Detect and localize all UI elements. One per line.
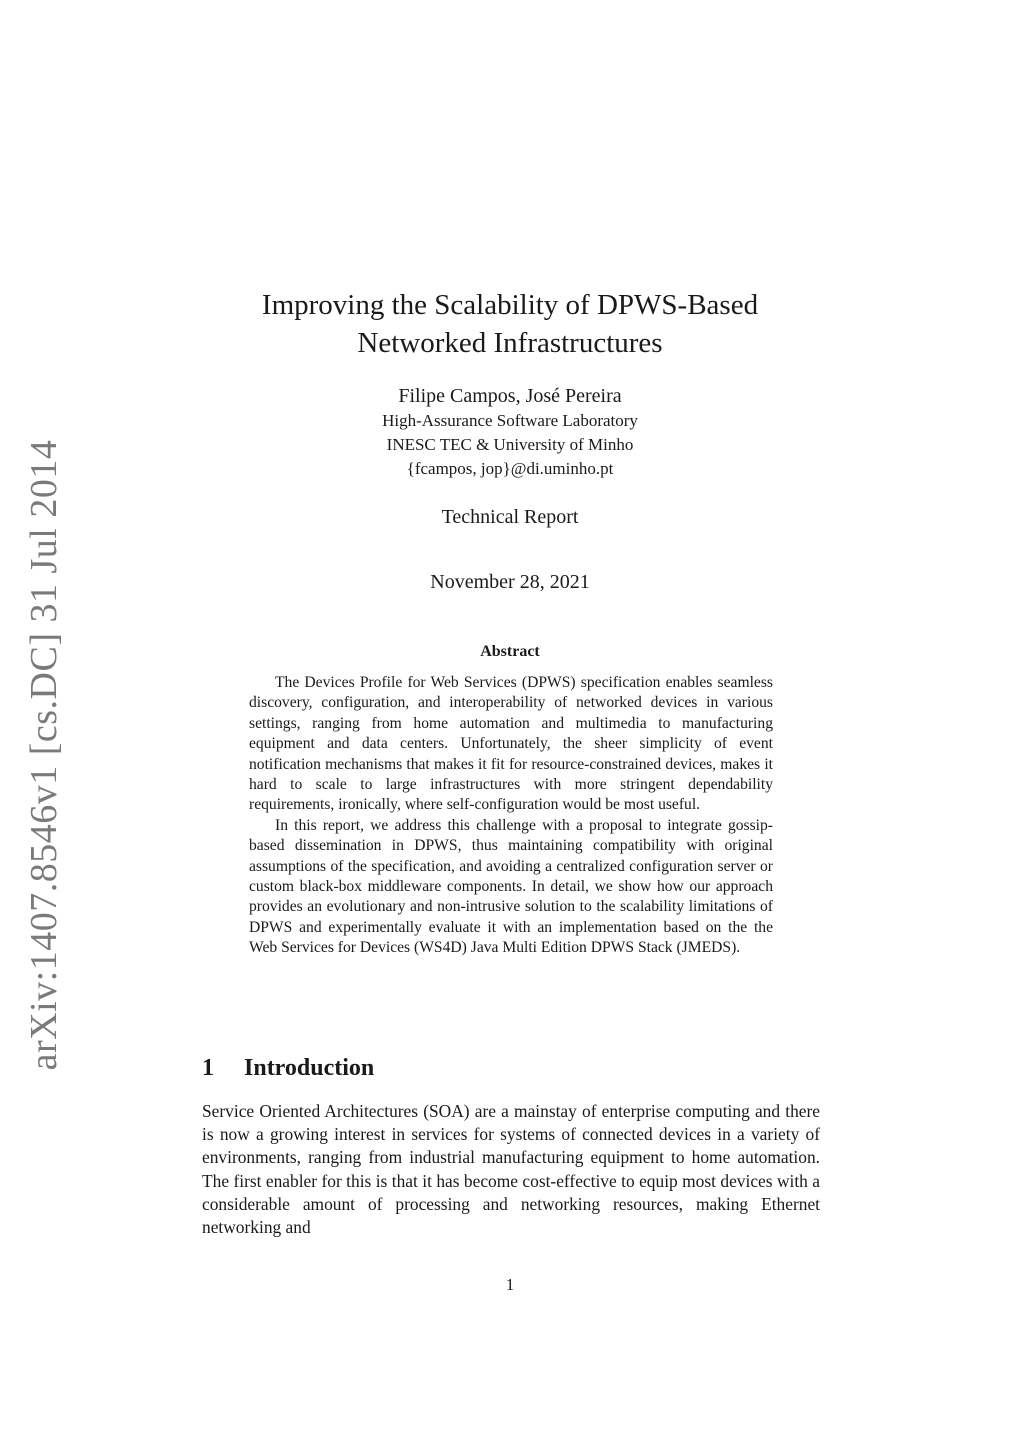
section-title: Introduction — [244, 1055, 375, 1081]
arxiv-identifier-stamp: arXiv:1407.8546v1 [cs.DC] 31 Jul 2014 — [23, 439, 65, 1071]
abstract-paragraph: In this report, we address this challenge with a proposal to integrate gossip-based dissemination in DPWS, thus maintaining compatibility with original assumptions of the specification, and avoiding a centralized configuration server or custom black-box middleware components. In detail, we show how our approach provides an evolutionary and non-intrusive solution to the scalability limitations of DPWS and experimentally evaluate it with an implementation based on the the Web Services for Devices (WS4D) Java Multi Edition DPWS Stack (JMEDS). — [249, 816, 773, 957]
introduction-paragraph: Service Oriented Architectures (SOA) are a mainstay of enterprise computing and there is now a growing interest in services for systems of connected devices in a variety of environments, ranging from industrial manufacturing equipment to home automation. The first enabler for this is that it has become cost-effective to equip most devices with a considerable amount of processing and networking resources, making Ethernet networking and — [202, 1101, 820, 1238]
affiliation-lab: High-Assurance Software Laboratory — [382, 411, 638, 430]
affiliation-institution: INESC TEC & University of Minho — [386, 435, 634, 454]
paper-title-line-2: Networked Infrastructures — [357, 327, 663, 359]
abstract-heading: Abstract — [480, 643, 540, 660]
section-number: 1 — [202, 1055, 214, 1081]
paper-title — [180, 286, 840, 362]
section-heading-introduction — [202, 1052, 374, 1084]
author-email: {fcampos, jop}@di.uminho.pt — [406, 459, 614, 478]
page-number: 1 — [505, 1275, 515, 1294]
report-type: Technical Report — [441, 506, 579, 528]
report-date: November 28, 2021 — [430, 571, 590, 593]
abstract-body — [249, 673, 773, 959]
abstract-paragraph: The Devices Profile for Web Services (DPWS) specification enables seamless discovery, configuration, and interoperability of networked devices in various settings, ranging from home automation and multimedia to manufacturing equipment and data centers. Unfortunately, the sheer simplicity of event notification mechanisms that makes it fit for resource-constrained devices, makes it hard to scale to large infrastructures with more stringent dependability requirements, ironically, where self-configuration would be most useful. — [249, 674, 773, 814]
author-names: Filipe Campos, José Pereira — [398, 385, 622, 407]
paper-title-line-1: Improving the Scalability of DPWS-Based — [261, 289, 759, 321]
